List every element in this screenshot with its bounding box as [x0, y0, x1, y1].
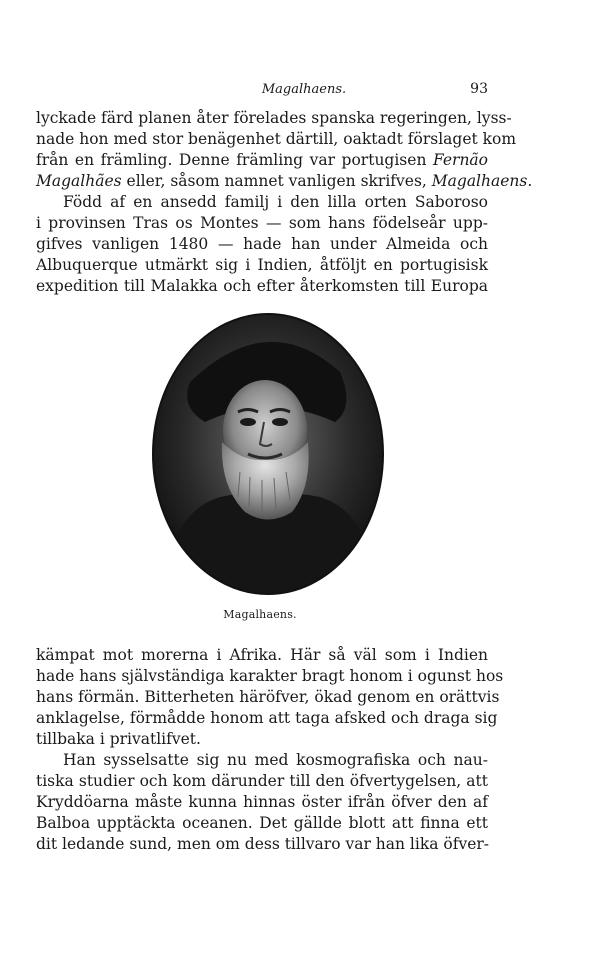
- text-line: anklagelse, förmådde honom att taga afsked och draga sig: [36, 709, 498, 727]
- text-span: eller, såsom namnet vanligen skrifves,: [121, 172, 432, 190]
- italic-name: Magalhaens.: [431, 172, 533, 190]
- italic-name: Fernão: [432, 151, 488, 169]
- text-line: Kryddöarna måste kunna hinnas öster ifrån öfver den af: [36, 793, 488, 811]
- running-head: [0, 80, 608, 100]
- upper-text-block: [36, 108, 533, 297]
- lower-text-block: [36, 645, 504, 855]
- figure-caption: Magalhaens.: [223, 608, 297, 621]
- text-line: [36, 171, 533, 192]
- text-line: dit ledande sund, men om dess tillvaro var han lika öfver-: [36, 835, 490, 853]
- running-title: Magalhaens.: [261, 82, 347, 97]
- italic-name: Magalhães: [36, 172, 122, 190]
- text-line: Balboa upptäckta oceanen. Det gällde blott att finna ett: [36, 814, 488, 832]
- text-line: Albuquerque utmärkt sig i Indien, åtföljt en portugisisk: [36, 256, 488, 274]
- text-line: expedition till Malakka och efter återkomsten till Europa: [36, 277, 488, 295]
- portrait-figure: [150, 312, 386, 596]
- text-line: kämpat mot morerna i Afrika. Här så väl som i Indien: [36, 646, 488, 664]
- text-span: från en främling. Denne främling var portugisen: [36, 151, 433, 169]
- text-line: Född af en ansedd familj i den lilla orten Saboroso: [63, 193, 488, 211]
- text-line: gifves vanligen 1480 — hade han under Almeida och: [36, 235, 488, 253]
- text-line: hade hans självständiga karakter bragt honom i ogunst hos: [36, 667, 504, 685]
- text-line: nade hon med stor benägenhet därtill, oaktadt förslaget kom: [36, 130, 517, 148]
- portrait-image: [150, 312, 386, 596]
- text-line: hans förmän. Bitterheten häröfver, ökad genom en orättvis: [36, 688, 500, 706]
- text-line: tillbaka i privatlifvet.: [36, 730, 201, 748]
- text-line: [36, 150, 488, 171]
- page-number: 93: [470, 81, 488, 97]
- text-line: tiska studier och kom därunder till den öfvertygelsen, att: [36, 772, 488, 790]
- text-line: i provinsen Tras os Montes — som hans födelseår upp-: [36, 214, 488, 232]
- text-line: Han sysselsatte sig nu med kosmografiska och nau-: [63, 751, 488, 769]
- text-line: lyckade färd planen åter förelades spanska regeringen, lyss-: [36, 109, 512, 127]
